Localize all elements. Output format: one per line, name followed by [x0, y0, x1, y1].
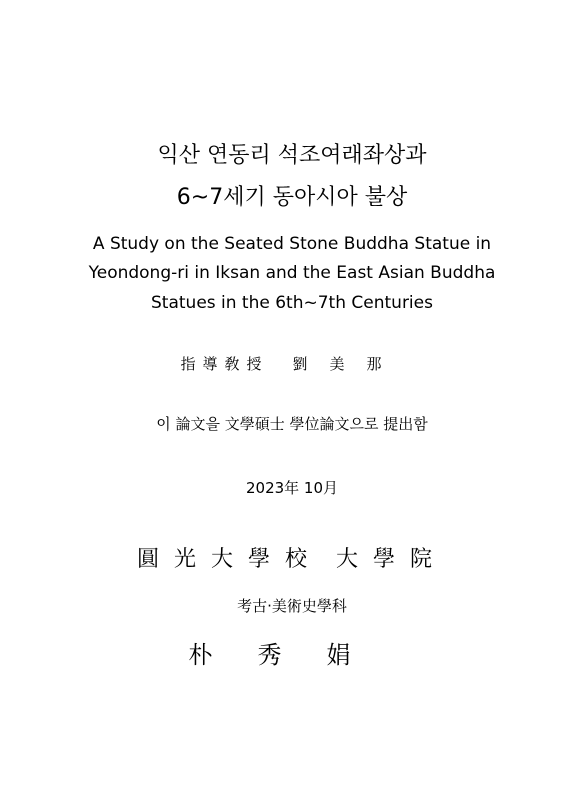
- advisor-label: 指導敎授: [180, 355, 269, 373]
- advisor-name: 劉美那: [292, 355, 404, 373]
- korean-title-line-1: 익산 연동리 석조여래좌상과: [157, 143, 427, 168]
- author-name: 朴秀娟: [188, 641, 396, 669]
- korean-title-line-2: 6~7세기 동아시아 불상: [176, 185, 408, 210]
- english-title-line-2: Yeondong-ri in Iksan and the East Asian Buddha: [88, 263, 496, 283]
- school-name: [0, 546, 584, 574]
- english-title-line-1: A Study on the Seated Stone Buddha Statue in: [92, 234, 492, 254]
- graduate-school-name: 大學院: [336, 547, 448, 572]
- advisor-line: [0, 354, 584, 374]
- submission-date: 2023年 10月: [245, 479, 339, 497]
- department-name: 考古·美術史學科: [237, 597, 347, 615]
- submission-statement: 이 論文을 文學碩士 學位論文으로 提出함: [156, 415, 428, 433]
- university-name: 圓光大學校: [136, 547, 322, 572]
- english-title-line-3: Statues in the 6th~7th Centuries: [151, 293, 433, 313]
